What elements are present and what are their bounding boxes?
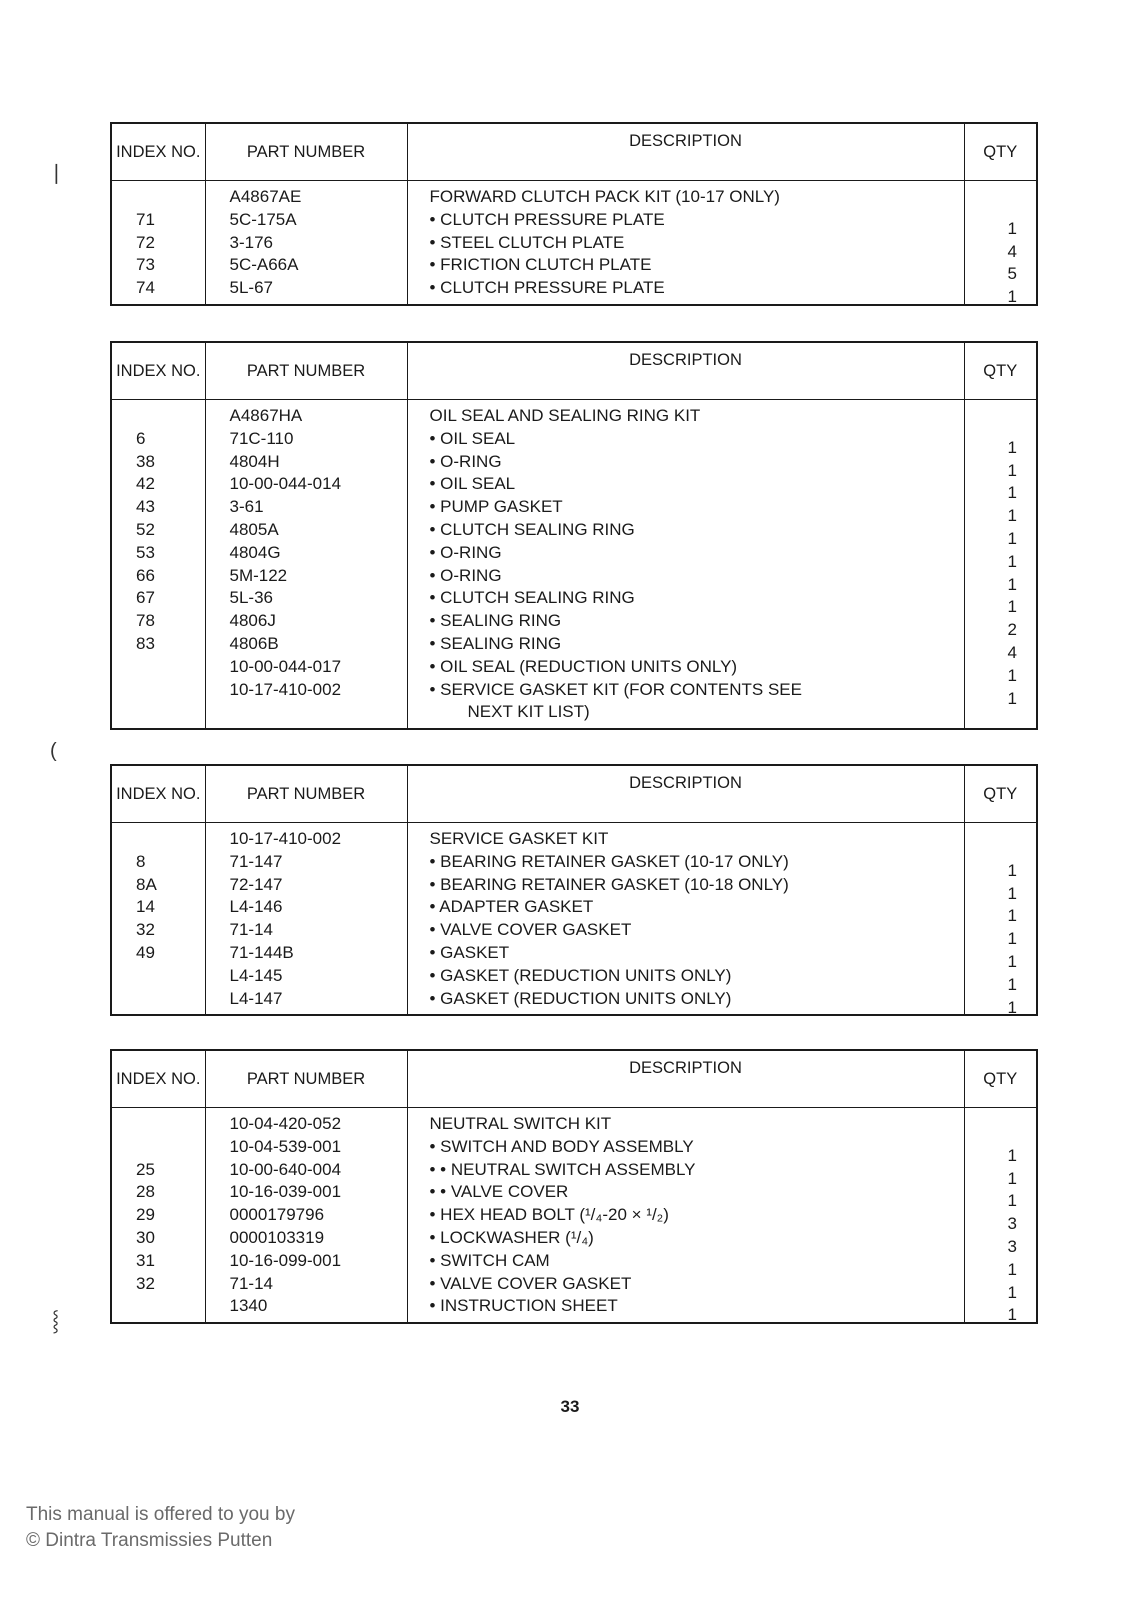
table-header xyxy=(111,1050,1037,1108)
header-part-number: PART NUMBER xyxy=(205,123,407,181)
cell-qty: 1 xyxy=(1007,483,1017,503)
cell-part: A4867HA xyxy=(229,406,303,425)
cell-description: FORWARD CLUTCH PACK KIT (10-17 ONLY) xyxy=(429,187,780,206)
part-number-column xyxy=(205,181,407,305)
cell-index: 25 xyxy=(136,1159,155,1179)
description-column xyxy=(407,181,964,305)
parts-table-kit-1 xyxy=(110,122,1038,306)
index-column xyxy=(111,181,205,305)
cell-description: • SEALING RING xyxy=(429,611,562,631)
cell-index: 8 xyxy=(136,851,146,871)
cell-index: 71 xyxy=(136,209,155,229)
table-row xyxy=(111,1108,1037,1324)
header-row xyxy=(111,342,1037,400)
table-body xyxy=(111,823,1037,1016)
cell-index: 52 xyxy=(136,519,155,539)
cell-index xyxy=(112,965,205,988)
scan-mark: ( xyxy=(50,740,57,762)
cell-index xyxy=(112,186,205,209)
cell-description: • CLUTCH SEALING RING xyxy=(429,588,635,608)
header-index-no: INDEX NO. xyxy=(111,765,205,823)
cell-description: • BEARING RETAINER GASKET (10-18 ONLY) xyxy=(429,874,789,894)
cell-description: • VALVE COVER GASKET xyxy=(429,1273,632,1293)
cell-description: • OIL SEAL (REDUCTION UNITS ONLY) xyxy=(429,656,738,676)
table-row xyxy=(111,181,1037,305)
cell-qty: 4 xyxy=(1007,241,1017,261)
cell-index: 43 xyxy=(136,497,155,517)
cell-qty: 1 xyxy=(1007,974,1017,994)
table-body xyxy=(111,181,1037,305)
cell-part: 0000103319 xyxy=(229,1227,325,1247)
cell-qty xyxy=(965,1122,1037,1145)
cell-qty: 1 xyxy=(1007,1191,1017,1211)
cell-index: 38 xyxy=(136,451,155,471)
cell-qty: 3 xyxy=(1007,1236,1017,1256)
cell-index: 14 xyxy=(136,897,155,917)
cell-qty xyxy=(965,837,1037,860)
cell-qty: 4 xyxy=(1007,642,1017,662)
cell-description: • CLUTCH PRESSURE PLATE xyxy=(429,209,665,229)
cell-index: 32 xyxy=(136,920,155,940)
header-index-no: INDEX NO. xyxy=(111,342,205,400)
cell-description: • GASKET (REDUCTION UNITS ONLY) xyxy=(429,965,732,985)
header-part-number: PART NUMBER xyxy=(205,342,407,400)
cell-qty: 1 xyxy=(1007,287,1017,307)
qty-column xyxy=(964,400,1037,730)
cell-part: 71-144B xyxy=(229,942,294,962)
cell-qty: 1 xyxy=(1007,1168,1017,1188)
cell-part: 10-04-539-001 xyxy=(229,1136,342,1156)
cell-description: • VALVE COVER GASKET xyxy=(429,920,632,940)
table-body xyxy=(111,1108,1037,1324)
table-header xyxy=(111,123,1037,181)
cell-part: 71-14 xyxy=(229,1273,273,1293)
header-row xyxy=(111,123,1037,181)
cell-qty: 1 xyxy=(1007,437,1017,457)
header-part-number: PART NUMBER xyxy=(205,765,407,823)
index-column xyxy=(111,1108,205,1324)
cell-index: 49 xyxy=(136,942,155,962)
cell-description: • HEX HEAD BOLT (¹/₄-20 × ¹/₂) xyxy=(429,1205,669,1225)
cell-description: • OIL SEAL xyxy=(429,474,516,494)
cell-index: 30 xyxy=(136,1227,155,1247)
description-column xyxy=(407,1108,964,1324)
cell-index: 53 xyxy=(136,542,155,562)
header-description: DESCRIPTION xyxy=(407,123,964,181)
header-description: DESCRIPTION xyxy=(407,342,964,400)
cell-part: 5C-A66A xyxy=(229,255,299,275)
cell-part: 3-176 xyxy=(229,232,273,252)
cell-qty: 1 xyxy=(1007,1305,1017,1325)
cell-qty: 3 xyxy=(1007,1214,1017,1234)
cell-description: • INSTRUCTION SHEET xyxy=(429,1296,618,1316)
table-header xyxy=(111,765,1037,823)
cell-index: 67 xyxy=(136,588,155,608)
header-index-no: INDEX NO. xyxy=(111,1050,205,1108)
cell-qty: 1 xyxy=(1007,1145,1017,1165)
cell-part: 10-00-044-017 xyxy=(229,656,342,676)
cell-description: • CLUTCH SEALING RING xyxy=(429,519,635,539)
cell-qty: 2 xyxy=(1007,620,1017,640)
parts-table-kit-2 xyxy=(110,341,1038,730)
cell-index: 66 xyxy=(136,565,155,585)
scan-mark: ⸾ xyxy=(52,1310,60,1332)
cell-qty: 1 xyxy=(1007,883,1017,903)
cell-index: 78 xyxy=(136,611,155,631)
header-qty: QTY xyxy=(964,123,1037,181)
description-column xyxy=(407,400,964,730)
cell-index xyxy=(112,656,205,679)
cell-qty: 1 xyxy=(1007,460,1017,480)
header-index-no: INDEX NO. xyxy=(111,123,205,181)
cell-qty: 1 xyxy=(1007,574,1017,594)
cell-part: 10-00-044-014 xyxy=(229,474,342,494)
cell-index: 72 xyxy=(136,232,155,252)
cell-description: • O-RING xyxy=(429,565,502,585)
table-row xyxy=(111,823,1037,1016)
cell-qty: 1 xyxy=(1007,997,1017,1017)
cell-qty: 1 xyxy=(1007,218,1017,238)
scan-mark: ❘ xyxy=(48,162,65,184)
cell-description: SERVICE GASKET KIT xyxy=(429,829,609,848)
header-row xyxy=(111,1050,1037,1108)
cell-description: • BEARING RETAINER GASKET (10-17 ONLY) xyxy=(429,851,789,871)
cell-index: 31 xyxy=(136,1250,155,1270)
cell-part: 71C-110 xyxy=(229,428,294,448)
cell-part: L4-145 xyxy=(229,965,283,985)
cell-part: 10-04-420-052 xyxy=(229,1114,342,1133)
cell-description: • PUMP GASKET xyxy=(429,497,563,517)
cell-description: • GASKET xyxy=(429,942,510,962)
header-part-number: PART NUMBER xyxy=(205,1050,407,1108)
cell-index: 83 xyxy=(136,633,155,653)
cell-description: • FRICTION CLUTCH PLATE xyxy=(429,255,652,275)
cell-qty: 1 xyxy=(1007,506,1017,526)
table-body xyxy=(111,400,1037,730)
cell-index xyxy=(112,679,205,702)
cell-description: • SWITCH AND BODY ASSEMBLY xyxy=(429,1136,694,1156)
cell-qty: 1 xyxy=(1007,528,1017,548)
page-number: 33 xyxy=(560,1397,580,1416)
cell-part: L4-147 xyxy=(229,988,283,1008)
cell-part: 10-17-410-002 xyxy=(229,829,342,848)
cell-qty: 1 xyxy=(1007,906,1017,926)
cell-description: • SERVICE GASKET KIT (FOR CONTENTS SEE xyxy=(429,679,802,699)
index-column xyxy=(111,823,205,1016)
cell-index: 42 xyxy=(136,474,155,494)
cell-part: A4867AE xyxy=(229,187,302,206)
cell-part xyxy=(206,701,407,724)
description-column xyxy=(407,823,964,1016)
cell-index xyxy=(112,701,205,724)
part-number-column xyxy=(205,400,407,730)
cell-part: 4805A xyxy=(229,519,279,539)
header-description: DESCRIPTION xyxy=(407,1050,964,1108)
cell-qty: 1 xyxy=(1007,688,1017,708)
cell-part: 10-00-640-004 xyxy=(229,1159,342,1179)
header-row xyxy=(111,765,1037,823)
cell-part: 71-147 xyxy=(229,851,283,871)
footer-line-2: © Dintra Transmissies Putten xyxy=(26,1530,273,1551)
cell-qty: 1 xyxy=(1007,665,1017,685)
cell-part: 4806J xyxy=(229,611,276,631)
cell-part: 10-16-099-001 xyxy=(229,1250,342,1270)
cell-index xyxy=(112,405,205,428)
cell-description: • O-RING xyxy=(429,542,502,562)
footer-line-1: This manual is offered to you by xyxy=(26,1504,295,1525)
cell-part: 71-14 xyxy=(229,920,273,940)
cell-part: 4804G xyxy=(229,542,281,562)
cell-description: • SWITCH CAM xyxy=(429,1250,550,1270)
header-qty: QTY xyxy=(964,1050,1037,1108)
cell-qty: 1 xyxy=(1007,860,1017,880)
cell-description: NEUTRAL SWITCH KIT xyxy=(429,1114,612,1133)
cell-index: 29 xyxy=(136,1205,155,1225)
cell-index xyxy=(112,988,205,1011)
cell-index: 32 xyxy=(136,1273,155,1293)
cell-qty xyxy=(965,195,1037,218)
table-row xyxy=(111,400,1037,730)
cell-part: 10-16-039-001 xyxy=(229,1182,342,1202)
cell-description: • SEALING RING xyxy=(429,633,562,653)
cell-index xyxy=(112,1113,205,1136)
table-header xyxy=(111,342,1037,400)
cell-part: 0000179796 xyxy=(229,1205,325,1225)
index-column xyxy=(111,400,205,730)
cell-description: • GASKET (REDUCTION UNITS ONLY) xyxy=(429,988,732,1008)
qty-column xyxy=(964,181,1037,305)
footer-credit xyxy=(26,1502,295,1554)
cell-index: 8A xyxy=(136,874,157,894)
cell-part: L4-146 xyxy=(229,897,283,917)
cell-qty: 1 xyxy=(1007,929,1017,949)
cell-part: 5L-67 xyxy=(229,278,273,298)
cell-index: 28 xyxy=(136,1182,155,1202)
cell-part: 3-61 xyxy=(229,497,264,517)
cell-part: 5M-122 xyxy=(229,565,288,585)
header-description: DESCRIPTION xyxy=(407,765,964,823)
cell-description: • STEEL CLUTCH PLATE xyxy=(429,232,625,252)
cell-qty: 1 xyxy=(1007,1282,1017,1302)
cell-index xyxy=(112,1295,205,1318)
cell-index xyxy=(112,828,205,851)
cell-part: 5C-175A xyxy=(229,209,297,229)
cell-description: • ADAPTER GASKET xyxy=(429,897,594,917)
cell-description: OIL SEAL AND SEALING RING KIT xyxy=(429,406,701,425)
cell-qty: 5 xyxy=(1007,264,1017,284)
qty-column xyxy=(964,1108,1037,1324)
cell-index xyxy=(112,1136,205,1159)
qty-column xyxy=(964,823,1037,1016)
cell-qty: 1 xyxy=(1007,1259,1017,1279)
header-qty: QTY xyxy=(964,342,1037,400)
cell-description: • O-RING xyxy=(429,451,502,471)
cell-qty xyxy=(965,414,1037,437)
parts-table-kit-3 xyxy=(110,764,1038,1016)
cell-part: 5L-36 xyxy=(229,588,273,608)
cell-qty: 1 xyxy=(1007,951,1017,971)
cell-qty xyxy=(965,710,1037,733)
cell-description: • • NEUTRAL SWITCH ASSEMBLY xyxy=(429,1159,696,1179)
cell-qty: 1 xyxy=(1007,597,1017,617)
cell-index: 74 xyxy=(136,278,155,298)
cell-description: • LOCKWASHER (¹/₄) xyxy=(429,1227,594,1247)
cell-qty: 1 xyxy=(1007,551,1017,571)
cell-index: 73 xyxy=(136,255,155,275)
cell-part: 72-147 xyxy=(229,874,283,894)
cell-part: 10-17-410-002 xyxy=(229,679,342,699)
part-number-column xyxy=(205,823,407,1016)
cell-part: 1340 xyxy=(229,1296,268,1316)
header-qty: QTY xyxy=(964,765,1037,823)
parts-table-kit-4 xyxy=(110,1049,1038,1324)
cell-description: NEXT KIT LIST) xyxy=(467,702,590,722)
part-number-column xyxy=(205,1108,407,1324)
cell-description: • CLUTCH PRESSURE PLATE xyxy=(429,278,665,298)
cell-index: 6 xyxy=(136,428,146,448)
cell-part: 4804H xyxy=(229,451,280,471)
cell-description: • OIL SEAL xyxy=(429,428,516,448)
cell-part: 4806B xyxy=(229,633,279,653)
cell-description: • • VALVE COVER xyxy=(429,1182,569,1202)
